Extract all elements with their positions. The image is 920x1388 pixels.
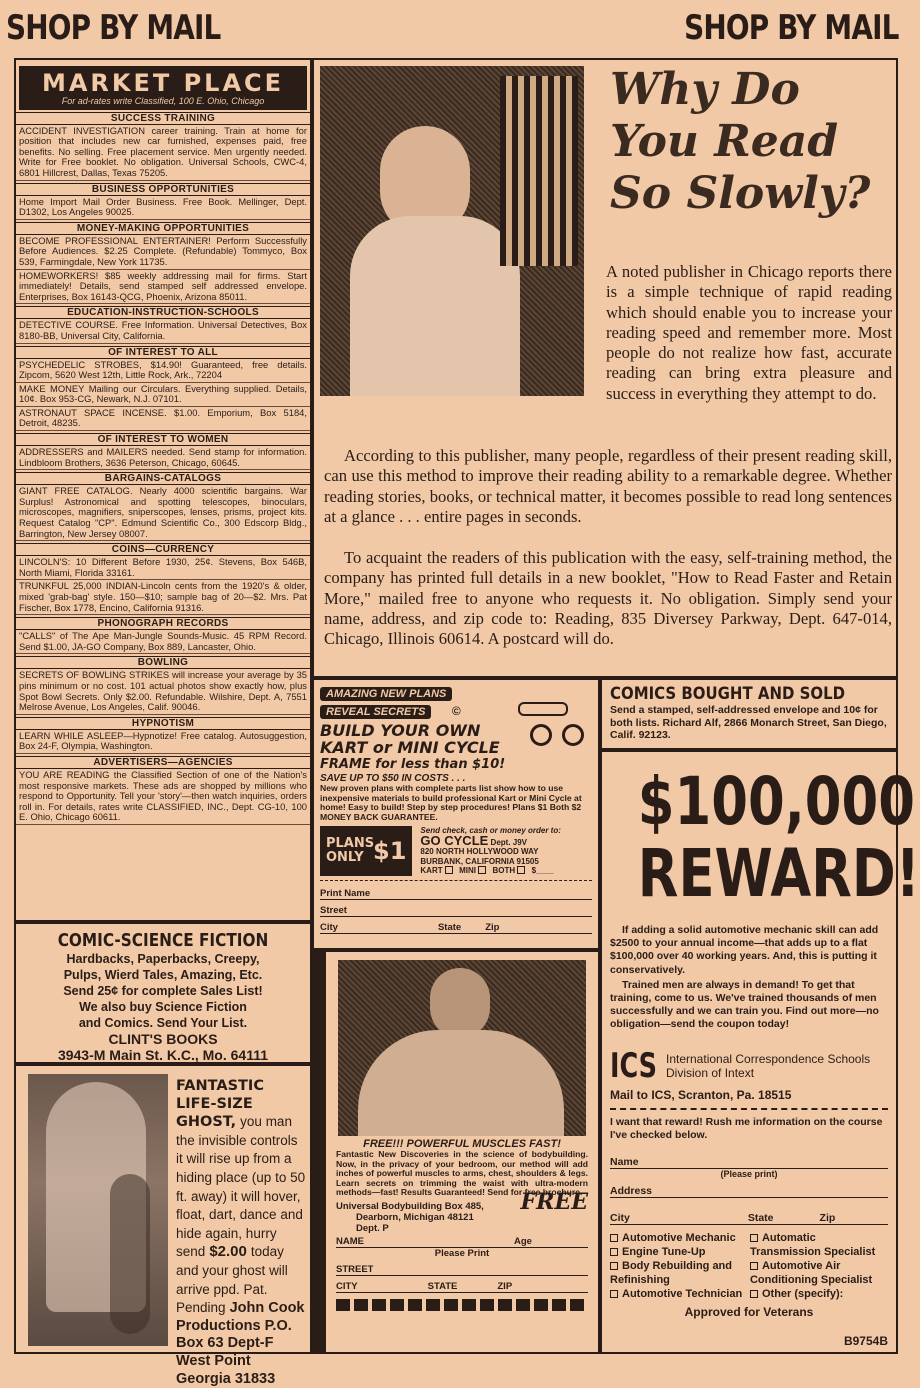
muscles-border-strip xyxy=(336,1299,588,1311)
kart-tag2: REVEAL SECRETS xyxy=(320,705,431,719)
ics-course-label: Body Rebuilding and Refinishing xyxy=(610,1259,732,1286)
ics-course-option[interactable] xyxy=(750,1259,888,1287)
ics-logo: ICS xyxy=(610,1045,658,1086)
muscle-man-photo xyxy=(338,960,586,1136)
article-p3: To acquaint the readers of this publication with the easy, self-training method, the company has printed full details in a new booklet, "How to Read Faster and Retain More," mailed free to anyone who requests it. No obligation. Simply send your name, address, and zip code to: Reading, 835 Diversey Parkway, Dept. 647-014, Chicago, Illinois 60614. A postcard will do. xyxy=(324,548,892,649)
reward-word: REWARD! xyxy=(637,835,920,912)
header-left: SHOP BY MAIL xyxy=(6,8,221,48)
ics-course-option[interactable] xyxy=(750,1287,888,1301)
ghost-ad xyxy=(14,1064,312,1387)
kart-body: New proven plans with complete parts list show how to use inexpensive materials to build professional Kart or Mini Cycle at home! Easy to build! Step by step procedures! Plans $1 Both $2 MONEY BACK GUARANTEE. xyxy=(320,783,582,822)
kart-headline1: BUILD YOUR OWN xyxy=(320,721,481,740)
both-checkbox[interactable] xyxy=(517,866,525,874)
ics-reward-ad: $100,000 REWARD! If adding a solid automotive mechanic skill can add $2500 to your annual income—that adds up to a flat $100,000 over 40 working years. And, this is putting it conservatively. Trained men are always in demand! To get that training, come to us. We've trained thousands of men successfully and we can train you. Find out more—no obligation—send the coupon today! ICS International Correspondence Schools Division of Intext Mail to ICS, Scranton, Pa. 18515 I want that reward! Rush me information on the course I've checked below. Name (Please print) Address City State Zip Automotive Mechanic Engine Tune-Up Body Rebuilding and Refinishing Automotive Technician Automatic Transmission Specialist Automotive Air Conditioning Specialist Other (specify): Approved for Veterans B9754B xyxy=(600,750,898,1354)
kart-send: Send check, cash or money order to: xyxy=(420,826,561,836)
classified-ad: ADDRESSERS and MAILERS needed. Send stamp for information. Lindbloom Brothers, 3636 Peterson, Chicago, 60645. xyxy=(16,446,310,470)
market-place-title: MARKET PLACE xyxy=(41,69,285,97)
classified-category: BARGAINS-CATALOGS xyxy=(16,472,310,485)
ics-org2: Division of Intext xyxy=(666,1065,755,1080)
ics-org1: International Correspondence Schools xyxy=(666,1051,871,1066)
ics-city-field[interactable]: City State Zip xyxy=(610,1212,888,1225)
classified-category: BOWLING xyxy=(16,656,310,669)
kart-copyright: © xyxy=(451,704,461,718)
ics-course-checkbox[interactable] xyxy=(750,1234,758,1242)
ghost-address: John Cook Productions P.O. Box 63 Dept-F West Point Georgia 31833 xyxy=(176,1300,305,1387)
ics-course-option[interactable] xyxy=(610,1231,750,1245)
ics-course-checkbox[interactable] xyxy=(750,1262,758,1270)
muscles-body: Fantastic New Discoveries in the science of bodybuilding. Now, in the privacy of your bedroom, our method will add inches of powerful muscles to arms, chest, shoulders & legs. Learn secrets on trimming the waist with ultra-modern methods—fast! Results Guaranteed! Send for free brochure. xyxy=(336,1149,588,1198)
classified-ad: TRUNKFUL 25,000 INDIAN-Lincoln cents from the 1920's & older, mixed 'grab-bag' style. 150—$10; sample bag of 20—$2. Mrs. Pat Fischer, Box 1778, Encino, California 91316. xyxy=(16,580,310,615)
ics-p1: If adding a solid automotive mechanic skill can add $2500 to your annual income—that adds up to a flat $100,000 over 40 working years. And, this is putting it conservatively. xyxy=(610,924,879,976)
comic-sf-line: CLINT'S BOOKS xyxy=(108,1031,218,1047)
comics-sold-title: COMICS BOUGHT AND SOLD xyxy=(610,684,846,704)
comic-sf-line: 3943-M Main St. K.C., Mo. 64111 xyxy=(57,1047,269,1063)
ics-course-label: Automotive Technician xyxy=(622,1287,743,1300)
comic-sf-ad xyxy=(14,922,312,1064)
classified-category: OF INTEREST TO ALL xyxy=(16,346,310,359)
classified-category: SUCCESS TRAINING xyxy=(16,112,310,125)
classified-ad: BECOME PROFESSIONAL ENTERTAINER! Perform Successfully Before Audiences. $2.25 Complete. (Refundable) Tommyco, Box 539, Farmingdale, New York 11735. xyxy=(16,235,310,270)
market-place-column xyxy=(14,58,312,922)
comic-sf-title: COMIC-SCIENCE FICTION xyxy=(57,930,269,951)
kart-company: GO CYCLE xyxy=(420,832,489,848)
classified-ad: ASTRONAUT SPACE INCENSE. $1.00. Emporium, Box 5184, Detroit, 48235. xyxy=(16,407,310,431)
ics-veterans: Approved for Veterans xyxy=(684,1304,814,1319)
kart-drawing xyxy=(514,694,590,750)
kart-street-field[interactable]: Street xyxy=(320,905,592,917)
ics-name-field[interactable]: Name xyxy=(610,1156,888,1169)
ics-course-checkbox[interactable] xyxy=(610,1290,618,1298)
comics-sold-ad xyxy=(600,678,898,750)
kart-headline2: KART or MINI CYCLE xyxy=(320,738,500,757)
classified-ad: ACCIDENT INVESTIGATION career training. Train at home for position that includes new car furnished, expenses paid, free benefits. No selling. Free placement service. Men urgently needed. Write for Free booklet. No obligation. Universal Schools, CWC-4, 6801 Hillcrest, Dallas, Texas 75205. xyxy=(16,125,310,181)
kart-city-field[interactable]: City State Zip xyxy=(320,922,592,934)
comic-sf-line: and Comics. Send Your List. xyxy=(78,1016,248,1030)
kart-headline3: FRAME for less than $10! xyxy=(320,757,506,772)
muscles-ad: FREE!!! POWERFUL MUSCLES FAST! Fantastic New Discoveries in the science of bodybuilding. Now, in the privacy of your bedroom, our method will add inches of powerful muscles to arms, chest, shoulders & legs. Learn secrets on trimming the waist with ultra-modern methods—fast! Results Guaranteed! Send for free brochure. Universal Bodybuilding Box 485, Dearborn, Michigan 48121 Dept. P FREE NAME Age Please Print STREET CITY STATE ZIP xyxy=(312,950,600,1354)
ghost-image xyxy=(28,1074,168,1346)
ics-course-option[interactable] xyxy=(610,1245,750,1259)
classified-category: EDUCATION-INSTRUCTION-SCHOOLS xyxy=(16,306,310,319)
classified-category: MONEY-MAKING OPPORTUNITIES xyxy=(16,222,310,235)
ghost-body2: today and your ghost will arrive ppd. Pat. Pending xyxy=(176,1244,288,1316)
reward-amount: $100,000 xyxy=(637,763,916,840)
kart-tag1: AMAZING NEW PLANS xyxy=(320,687,452,701)
classified-category: HYPNOTISM xyxy=(16,717,310,730)
ics-course-label: Automotive Air Conditioning Specialist xyxy=(749,1259,873,1286)
kart-options: KART MINI BOTH $____ xyxy=(420,866,554,876)
classified-ad: Home Import Mail Order Business. Free Book. Mellinger, Dept. D1302, Los Angeles 90025. xyxy=(16,196,310,220)
comic-sf-line: We also buy Science Fiction xyxy=(79,1000,247,1014)
comic-sf-body xyxy=(24,951,302,1063)
ics-p2: Trained men are always in demand! To get that training, come to us. We've trained thousands of men successfully and we can train you. Find out more—no obligation—send the coupon today! xyxy=(610,978,879,1031)
muscles-headline: FREE!!! POWERFUL MUSCLES FAST! xyxy=(363,1138,561,1150)
kart-save: SAVE UP TO $50 IN COSTS . . . xyxy=(320,773,466,784)
ics-course-checkbox[interactable] xyxy=(610,1262,618,1270)
ics-course-label: Other (specify): xyxy=(761,1287,844,1300)
muscles-name-field[interactable]: NAME Age xyxy=(336,1236,588,1248)
classified-ad: "CALLS" of The Ape Man-Jungle Sounds-Music. 45 RPM Record. Send $1.00, JA-GO Company, Box 889, Lancaster, Ohio. xyxy=(16,630,310,654)
classified-category: COINS—CURRENCY xyxy=(16,543,310,556)
classified-ad: MAKE MONEY Mailing our Circulars. Everything supplied. Details, 10¢. Box 953-CG, Newark, N.J. 07101. xyxy=(16,383,310,407)
ics-options-right xyxy=(750,1231,888,1301)
classified-list xyxy=(16,112,310,825)
kart-plans-badge: PLANS ONLY $1 xyxy=(320,826,412,876)
classified-ad: HOMEWORKERS! $85 weekly addressing mail for firms. Start immediately! Details, send stamped self addressed envelope. Enterprises, Box 16143-QCG, Phoenix, Arizona 85011. xyxy=(16,270,310,305)
article-title: Why Do You Read So Slowly? xyxy=(610,64,871,219)
comic-sf-line: Hardbacks, Paperbacks, Creepy, xyxy=(66,952,260,966)
muscles-free: FREE xyxy=(520,1188,588,1215)
mini-checkbox[interactable] xyxy=(478,866,486,874)
classified-category: OF INTEREST TO WOMEN xyxy=(16,433,310,446)
classified-ad: PSYCHEDELIC STROBES, $14.90! Guaranteed, free details. Zipcom, 5620 West 12th, Little Rock, Ark., 72204 xyxy=(16,359,310,383)
ics-course-option[interactable] xyxy=(610,1287,750,1301)
ics-course-checkbox[interactable] xyxy=(750,1290,758,1298)
comic-sf-line: Send 25¢ for complete Sales List! xyxy=(63,984,263,998)
ics-course-label: Automatic Transmission Specialist xyxy=(749,1231,876,1258)
kart-ad: AMAZING NEW PLANS REVEAL SECRETS © BUILD YOUR OWN KART or MINI CYCLE FRAME for less than $10! SAVE UP TO $50 IN COSTS . . . New proven plans with complete parts list show how to use inexpensive materials to build professional Kart or Mini Cycle at home! Easy to build! Step by step procedures! Plans $1 Both $2 MONEY BACK GUARANTEE. PLANS ONLY $1 Send check, cash or money order to: GO CYCLE Dept. J9V 820 NORTH HOLLYWOOD WAY BURBANK, CALIFORNIA 91505 KART MINI BOTH $____ Print Name Street City State Zip xyxy=(312,678,600,950)
classified-ad: LINCOLN'S: 10 Different Before 1930, 25¢. Stevens, Box 546B, North Miami, Florida 33161. xyxy=(16,556,310,580)
kart-name-field[interactable]: Print Name xyxy=(320,888,592,900)
ics-code: B9754B xyxy=(843,1334,888,1348)
market-place-subtitle: For ad-rates write Classified, 100 E. Ohio, Chicago xyxy=(61,96,265,106)
muscles-city-field[interactable]: CITY STATE ZIP xyxy=(336,1281,588,1293)
ghost-price: $2.00 xyxy=(209,1243,247,1261)
classified-category: BUSINESS OPPORTUNITIES xyxy=(16,183,310,196)
reading-article xyxy=(312,58,898,678)
ghost-body: you man the invisible controls it will rise up from a hiding place (up to 50 ft. away) it will hover, float, dart, dance and hide again, hurry send xyxy=(176,1114,306,1260)
classified-category: ADVERTISERS—AGENCIES xyxy=(16,756,310,769)
ics-options-left xyxy=(610,1231,750,1301)
ghost-headline: FANTASTIC LIFE-SIZE GHOST, xyxy=(176,1078,264,1131)
classified-ad: DETECTIVE COURSE. Free Information. Universal Detectives, Box 8180-BB, Universal City, California. xyxy=(16,319,310,343)
market-place-banner xyxy=(19,66,307,110)
muscles-street-field[interactable]: STREET xyxy=(336,1264,588,1276)
ics-course-label: Engine Tune-Up xyxy=(622,1245,706,1258)
classified-ad: LEARN WHILE ASLEEP—Hypnotize! Free catalog. Autosuggestion, Box 24-F, Olympia, Washington. xyxy=(16,730,310,754)
reading-man-photo xyxy=(320,66,584,396)
classified-ad: SECRETS OF BOWLING STRIKES will increase your average by 35 pins minimum or no cost. 101 actual photos show exactly how, plus Spot Bowl Secrets. Only $2.00. Refundable. Wilshire, Dept. A, 7551 Melrose Avenue, Los Angeles, Calif. 90046. xyxy=(16,669,310,714)
header-right: SHOP BY MAIL xyxy=(684,8,899,48)
kart-checkbox[interactable] xyxy=(445,866,453,874)
ics-want: I want that reward! Rush me information on the course I've checked below. xyxy=(610,1115,883,1141)
classified-category: PHONOGRAPH RECORDS xyxy=(16,617,310,630)
ics-course-checkbox[interactable] xyxy=(610,1248,618,1256)
classified-ad: YOU ARE READING the Classified Section of one of the Nation's most responsive markets. These ads are shopped by millions who respond to Opportunity. Tell your 'story'—then watch inquiries, orders roll in. For details, rates write CLASSIFIED, INC., Dept. CG-10, 100 E. Ohio, Chicago 60611. xyxy=(16,769,310,825)
ics-course-label: Automotive Mechanic xyxy=(622,1231,736,1244)
ics-course-option[interactable] xyxy=(610,1259,750,1287)
article-p1: A noted publisher in Chicago reports there is a simple technique of rapid reading which should enable you to increase your reading speed and remember more. Most people do not realize how fast, accurate reading can bring extra pleasure and success in everything they attempt to do. xyxy=(606,262,892,403)
ics-address-field[interactable]: Address xyxy=(610,1185,888,1198)
ics-course-checkbox[interactable] xyxy=(610,1234,618,1242)
classified-ad: GIANT FREE CATALOG. Nearly 4000 scientific bargains. War Surplus! Astronomical and spotting telescopes, binoculars, microscopes, magnifiers, sniperscopes, lenses, prisms, project kits. Request Catalog "CP". Edmund Scientific Co., 300 Edscorp Bldg., Barrington, New Jersey 08007. xyxy=(16,485,310,541)
article-p2: According to this publisher, many people, regardless of their present reading skill, can use this method to improve their reading ability to a remarkable degree. Whether reading stories, books, or technical matter, it becomes possible to read long sentences at a glance . . . entire pages in seconds. xyxy=(324,446,892,526)
comics-sold-body: Send a stamped, self-addressed envelope and 10¢ for both lists. Richard Alf, 2866 Monarch Street, San Diego, Calif. 92123. xyxy=(610,704,887,741)
comic-sf-line: Pulps, Wierd Tales, Amazing, Etc. xyxy=(63,968,263,982)
ics-course-option[interactable] xyxy=(750,1231,888,1259)
ics-mail: Mail to ICS, Scranton, Pa. 18515 xyxy=(610,1087,792,1102)
